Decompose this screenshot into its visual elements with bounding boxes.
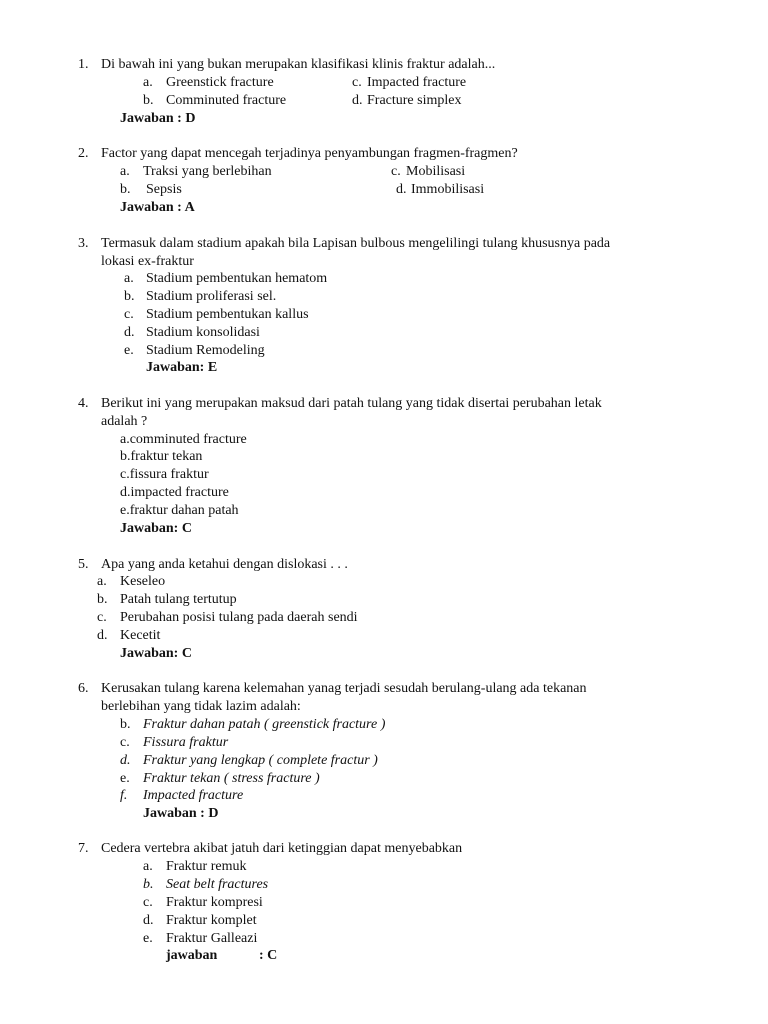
option-label: a.	[124, 271, 134, 286]
option-label: b.	[120, 182, 131, 197]
question-text: adalah ?	[101, 414, 148, 429]
option-text: d.impacted fracture	[120, 485, 229, 500]
option-label: d.	[124, 325, 135, 340]
option-label: d.	[396, 182, 407, 197]
option-text: Keseleo	[120, 574, 166, 589]
answer-value: : C	[259, 948, 278, 963]
option-label: c.	[124, 307, 134, 322]
option-label: c.	[391, 164, 401, 179]
option-text: Seat belt fractures	[166, 877, 269, 892]
question-number: 3.	[78, 236, 89, 251]
option-text: a.comminuted fracture	[120, 432, 247, 447]
option-label: a.	[97, 574, 107, 589]
option-text: Fissura fraktur	[143, 735, 229, 750]
option-label: e.	[120, 771, 130, 786]
option-text: Perubahan posisi tulang pada daerah sendi	[120, 610, 358, 625]
option-label: b.	[120, 717, 131, 732]
option-text: Patah tulang tertutup	[120, 592, 237, 607]
option-label: c.	[352, 75, 362, 90]
option-text: Stadium pembentukan hematom	[146, 271, 328, 286]
option-label: b.	[124, 289, 135, 304]
option-label: d.	[97, 628, 108, 643]
question-text: Apa yang anda ketahui dengan dislokasi . . .	[101, 557, 348, 572]
option-text: Stadium proliferasi sel.	[146, 289, 277, 304]
option-text: Kecetit	[120, 628, 161, 643]
answer: Jawaban: C	[120, 521, 192, 536]
option-text: Mobilisasi	[406, 164, 466, 179]
option-label: c.	[143, 895, 153, 910]
question-text: Factor yang dapat mencegah terjadinya penyambungan fragmen-fragmen?	[101, 146, 518, 161]
answer: Jawaban : A	[120, 200, 195, 215]
question-number: 6.	[78, 681, 89, 696]
question-text: berlebihan yang tidak lazim adalah:	[101, 699, 301, 714]
option-text: Impacted fracture	[143, 788, 244, 803]
option-text: Sepsis	[146, 182, 182, 197]
question-number: 1.	[78, 57, 89, 72]
question-text: Termasuk dalam stadium apakah bila Lapisan bulbous mengelilingi tulang khususnya pada	[101, 236, 611, 251]
question-number: 4.	[78, 396, 89, 411]
option-label: d.	[120, 753, 131, 768]
question-number: 5.	[78, 557, 89, 572]
option-text: b.fraktur tekan	[120, 449, 203, 464]
option-text: Fraktur komplet	[166, 913, 257, 928]
option-text: Traksi yang berlebihan	[143, 164, 272, 179]
option-label: e.	[124, 343, 134, 358]
option-text: Fraktur kompresi	[166, 895, 263, 910]
question-number: 2.	[78, 146, 89, 161]
question-text: Di bawah ini yang bukan merupakan klasifikasi klinis fraktur adalah...	[101, 57, 496, 72]
option-text: Impacted fracture	[367, 75, 467, 90]
option-label: d.	[143, 913, 154, 928]
answer-label: jawaban	[166, 948, 218, 963]
option-label: c.	[97, 610, 107, 625]
option-label: e.	[143, 931, 153, 946]
option-label: b.	[143, 93, 154, 108]
answer: Jawaban: C	[120, 646, 192, 661]
option-label: a.	[120, 164, 130, 179]
option-text: Comminuted fracture	[166, 93, 287, 108]
option-text: Fraktur Galleazi	[166, 931, 258, 946]
answer: Jawaban : D	[120, 111, 196, 126]
option-label: b.	[97, 592, 108, 607]
option-text: Fracture simplex	[367, 93, 462, 108]
question-number: 7.	[78, 841, 89, 856]
option-text: c.fissura fraktur	[120, 467, 209, 482]
option-text: Fraktur yang lengkap ( complete fractur )	[143, 753, 378, 768]
question-text: Cedera vertebra akibat jatuh dari ketinggian dapat menyebabkan	[101, 841, 463, 856]
option-text: Fraktur remuk	[166, 859, 247, 874]
question-text: Berikut ini yang merupakan maksud dari patah tulang yang tidak disertai perubahan letak	[101, 396, 602, 411]
question-text: lokasi ex-fraktur	[101, 254, 194, 269]
option-label: a.	[143, 75, 153, 90]
option-text: Greenstick fracture	[166, 75, 274, 90]
option-label: b.	[143, 877, 154, 892]
option-label: f.	[120, 788, 128, 803]
option-text: Stadium Remodeling	[146, 343, 265, 358]
option-label: c.	[120, 735, 130, 750]
option-label: a.	[143, 859, 153, 874]
option-text: Immobilisasi	[411, 182, 485, 197]
option-text: Stadium pembentukan kallus	[146, 307, 309, 322]
answer: Jawaban: E	[146, 360, 218, 375]
option-text: Stadium konsolidasi	[146, 325, 260, 340]
option-text: Fraktur dahan patah ( greenstick fracture )	[143, 717, 386, 732]
answer: Jawaban : D	[143, 806, 219, 821]
option-text: e.fraktur dahan patah	[120, 503, 239, 518]
question-text: Kerusakan tulang karena kelemahan yanag terjadi sesudah berulang-ulang ada tekanan	[101, 681, 587, 696]
option-label: d.	[352, 93, 363, 108]
option-text: Fraktur tekan ( stress fracture )	[143, 771, 320, 786]
